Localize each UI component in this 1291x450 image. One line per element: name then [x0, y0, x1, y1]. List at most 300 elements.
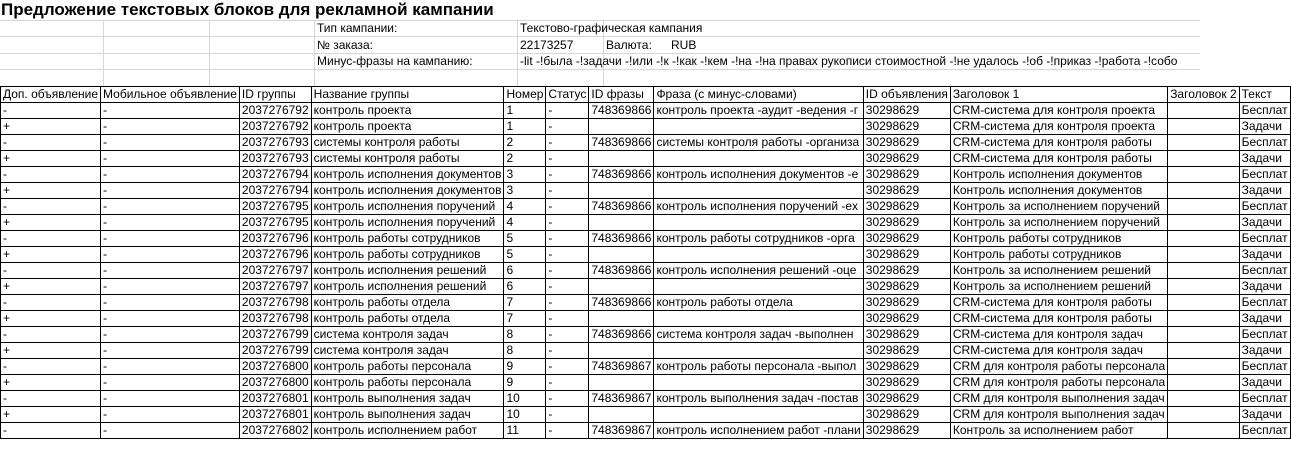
table-cell[interactable] [654, 343, 863, 359]
column-header[interactable]: Доп. объявление [1, 87, 101, 103]
table-cell[interactable] [1168, 231, 1239, 247]
table-cell[interactable]: 30298629 [863, 327, 950, 343]
table-cell[interactable]: 2037276796 [239, 247, 311, 263]
grid-line [0, 36, 1200, 37]
table-cell[interactable]: 10 [504, 391, 546, 407]
table-cell[interactable] [1168, 279, 1239, 295]
table-cell[interactable]: Контроль за исполнением работ [950, 423, 1167, 439]
table-cell[interactable] [1168, 311, 1239, 327]
table-cell[interactable]: контроль работы персонала [311, 359, 504, 375]
table-cell[interactable] [654, 279, 863, 295]
table-cell[interactable]: 30298629 [863, 359, 950, 375]
table-cell[interactable] [589, 151, 654, 167]
column-header[interactable]: Статус [546, 87, 589, 103]
table-cell[interactable]: - [101, 295, 240, 311]
table-row [1, 279, 1291, 295]
table-cell[interactable]: - [1, 263, 101, 279]
table-cell[interactable]: - [101, 359, 240, 375]
table-cell[interactable] [654, 151, 863, 167]
table-row [1, 311, 1291, 327]
table-cell[interactable]: 1 [504, 119, 546, 135]
table-cell[interactable]: Контроль за исполнением решений [950, 279, 1167, 295]
table-cell[interactable]: Задачи [1239, 343, 1290, 359]
table-cell[interactable]: 2037276800 [239, 375, 311, 391]
ads-table [0, 86, 1291, 439]
table-body [1, 87, 1291, 439]
table-cell[interactable]: 30298629 [863, 231, 950, 247]
table-cell[interactable]: Контроль работы сотрудников [950, 247, 1167, 263]
table-cell[interactable]: Бесплат [1239, 135, 1290, 151]
table-cell[interactable]: 30298629 [863, 407, 950, 423]
table-cell[interactable] [1168, 295, 1239, 311]
table-cell[interactable]: - [546, 279, 589, 295]
table-cell[interactable]: 30298629 [863, 295, 950, 311]
table-cell[interactable] [1168, 263, 1239, 279]
table-cell[interactable]: - [1, 103, 101, 119]
table-cell[interactable]: - [101, 103, 240, 119]
table-cell[interactable]: 9 [504, 375, 546, 391]
table-cell[interactable]: 748369866 [589, 135, 654, 151]
table-row [1, 391, 1291, 407]
table-cell[interactable] [589, 119, 654, 135]
table-cell[interactable] [589, 215, 654, 231]
table-cell[interactable]: 2 [504, 151, 546, 167]
table-cell[interactable]: CRM-система для контроля задач [950, 343, 1167, 359]
table-cell[interactable]: - [101, 135, 240, 151]
table-cell[interactable]: - [101, 423, 240, 439]
table-cell[interactable]: 3 [504, 183, 546, 199]
table-cell[interactable]: контроль выполнения задач [311, 407, 504, 423]
table-row [1, 119, 1291, 135]
table-cell[interactable]: - [546, 231, 589, 247]
table-cell[interactable]: - [546, 311, 589, 327]
table-cell[interactable]: - [546, 183, 589, 199]
table-cell[interactable]: 2037276797 [239, 279, 311, 295]
table-cell[interactable]: Бесплат [1239, 103, 1290, 119]
table-cell[interactable]: - [101, 343, 240, 359]
table-cell[interactable]: - [101, 375, 240, 391]
table-cell[interactable]: - [546, 103, 589, 119]
table-cell[interactable]: контроль исполнения поручений -ex [654, 199, 863, 215]
table-cell[interactable] [1168, 375, 1239, 391]
table-cell[interactable]: - [101, 247, 240, 263]
table-cell[interactable] [1168, 327, 1239, 343]
column-header[interactable]: ID объявления [863, 87, 950, 103]
table-cell[interactable]: Задачи [1239, 311, 1290, 327]
table-cell[interactable]: CRM-система для контроля задач [950, 327, 1167, 343]
column-header[interactable]: Заголовок 2 [1168, 87, 1239, 103]
table-cell[interactable]: - [101, 119, 240, 135]
column-header[interactable]: Название группы [311, 87, 504, 103]
table-cell[interactable] [589, 279, 654, 295]
table-cell[interactable]: CRM-система для контроля работы [950, 135, 1167, 151]
table-cell[interactable] [654, 311, 863, 327]
table-cell[interactable] [1168, 135, 1239, 151]
table-cell[interactable]: - [546, 119, 589, 135]
table-cell[interactable]: - [546, 135, 589, 151]
table-cell[interactable]: + [1, 279, 101, 295]
sheet-title: Предложение текстовых блоков для рекламной кампании [1, 0, 494, 19]
table-cell[interactable]: контроль проекта [311, 103, 504, 119]
table-cell[interactable]: системы контроля работы -организа [654, 135, 863, 151]
campaign-type-label: Тип кампании: [317, 21, 398, 35]
table-cell[interactable]: Задачи [1239, 375, 1290, 391]
column-header[interactable]: Мобильное объявление [101, 87, 240, 103]
table-row [1, 151, 1291, 167]
table-cell[interactable]: - [101, 183, 240, 199]
table-cell[interactable]: - [101, 231, 240, 247]
table-row [1, 199, 1291, 215]
column-header[interactable]: Текст [1239, 87, 1290, 103]
table-cell[interactable]: Задачи [1239, 151, 1290, 167]
table-cell[interactable]: 748369866 [589, 199, 654, 215]
table-cell[interactable]: контроль исполнения поручений [311, 199, 504, 215]
table-cell[interactable]: 30298629 [863, 199, 950, 215]
table-cell[interactable]: контроль исполнения документов [311, 183, 504, 199]
table-cell[interactable]: Контроль исполнения документов [950, 167, 1167, 183]
table-cell[interactable]: 2037276800 [239, 359, 311, 375]
table-cell[interactable]: - [1, 167, 101, 183]
table-cell[interactable]: Задачи [1239, 247, 1290, 263]
table-cell[interactable]: - [546, 375, 589, 391]
table-cell[interactable]: CRM-система для контроля работы [950, 311, 1167, 327]
table-cell[interactable]: 748369866 [589, 263, 654, 279]
table-cell[interactable] [1168, 103, 1239, 119]
table-cell[interactable]: системы контроля работы [311, 151, 504, 167]
grid-line [103, 20, 104, 86]
table-cell[interactable]: 2037276796 [239, 231, 311, 247]
table-cell[interactable]: - [101, 167, 240, 183]
table-cell[interactable]: 2037276801 [239, 391, 311, 407]
table-cell[interactable]: - [101, 263, 240, 279]
column-header[interactable]: ID фразы [589, 87, 654, 103]
table-cell[interactable] [1168, 215, 1239, 231]
table-cell[interactable]: 8 [504, 327, 546, 343]
table-cell[interactable]: - [1, 231, 101, 247]
table-cell[interactable]: 30298629 [863, 103, 950, 119]
table-cell[interactable] [589, 407, 654, 423]
table-cell[interactable]: + [1, 343, 101, 359]
table-cell[interactable]: - [546, 295, 589, 311]
table-cell[interactable]: CRM-система для контроля проекта [950, 119, 1167, 135]
table-cell[interactable]: - [546, 263, 589, 279]
table-cell[interactable]: контроль выполнения задач [311, 391, 504, 407]
table-cell[interactable]: 2037276801 [239, 407, 311, 423]
table-row [1, 247, 1291, 263]
column-header[interactable]: ID группы [239, 87, 311, 103]
table-cell[interactable] [1168, 199, 1239, 215]
column-header[interactable]: Заголовок 1 [950, 87, 1167, 103]
table-cell[interactable]: Бесплат [1239, 391, 1290, 407]
table-cell[interactable]: 30298629 [863, 215, 950, 231]
table-cell[interactable]: - [546, 407, 589, 423]
table-cell[interactable]: - [546, 359, 589, 375]
table-cell[interactable]: 8 [504, 343, 546, 359]
table-cell[interactable]: контроль исполнения решений -оце [654, 263, 863, 279]
table-cell[interactable]: - [546, 215, 589, 231]
table-cell[interactable]: 2037276792 [239, 103, 311, 119]
table-cell[interactable]: система контроля задач -выполнен [654, 327, 863, 343]
table-cell[interactable]: - [101, 407, 240, 423]
table-cell[interactable]: контроль работы сотрудников -орга [654, 231, 863, 247]
table-cell[interactable] [589, 343, 654, 359]
table-cell[interactable]: Задачи [1239, 183, 1290, 199]
table-cell[interactable]: 30298629 [863, 391, 950, 407]
table-cell[interactable]: CRM для контроля выполнения задач [950, 407, 1167, 423]
table-cell[interactable]: Контроль за исполнением решений [950, 263, 1167, 279]
table-cell[interactable]: CRM-система для контроля работы [950, 151, 1167, 167]
table-cell[interactable]: контроль исполнением работ -плани [654, 423, 863, 439]
table-cell[interactable]: контроль работы отдела [311, 311, 504, 327]
table-cell[interactable]: контроль исполнения решений [311, 263, 504, 279]
table-cell[interactable]: Бесплат [1239, 263, 1290, 279]
table-cell[interactable]: - [101, 391, 240, 407]
table-cell[interactable]: контроль проекта [311, 119, 504, 135]
table-cell[interactable]: Бесплат [1239, 327, 1290, 343]
table-cell[interactable]: 2037276792 [239, 119, 311, 135]
table-cell[interactable]: контроль исполнением работ [311, 423, 504, 439]
table-row [1, 423, 1291, 439]
table-row [1, 135, 1291, 151]
table-cell[interactable]: Контроль исполнения документов [950, 183, 1167, 199]
table-row [1, 407, 1291, 423]
table-cell[interactable]: системы контроля работы [311, 135, 504, 151]
table-cell[interactable]: контроль исполнения документов [311, 167, 504, 183]
currency-label: Валюта: [606, 38, 652, 52]
table-cell[interactable] [1168, 119, 1239, 135]
grid-line [517, 20, 518, 86]
table-cell[interactable]: 10 [504, 407, 546, 423]
table-cell[interactable]: + [1, 183, 101, 199]
table-cell[interactable]: - [101, 311, 240, 327]
table-cell[interactable]: 30298629 [863, 167, 950, 183]
table-cell[interactable]: 2037276799 [239, 327, 311, 343]
table-cell[interactable]: Бесплат [1239, 167, 1290, 183]
table-cell[interactable]: 30298629 [863, 343, 950, 359]
table-row [1, 343, 1291, 359]
table-cell[interactable]: 6 [504, 279, 546, 295]
table-cell[interactable]: система контроля задач [311, 327, 504, 343]
table-cell[interactable]: контроль исполнения поручений [311, 215, 504, 231]
table-cell[interactable] [1168, 247, 1239, 263]
table-cell[interactable] [589, 247, 654, 263]
table-cell[interactable] [589, 183, 654, 199]
table-cell[interactable]: 30298629 [863, 375, 950, 391]
table-cell[interactable]: 7 [504, 311, 546, 327]
table-cell[interactable]: контроль проекта -аудит -ведения -г [654, 103, 863, 119]
table-cell[interactable]: 748369866 [589, 231, 654, 247]
table-cell[interactable]: 2037276802 [239, 423, 311, 439]
table-cell[interactable]: 2037276795 [239, 215, 311, 231]
table-cell[interactable]: Задачи [1239, 279, 1290, 295]
table-cell[interactable]: - [1, 135, 101, 151]
order-value: 22173257 [520, 38, 574, 52]
table-cell[interactable]: - [1, 391, 101, 407]
table-cell[interactable]: контроль работы сотрудников [311, 231, 504, 247]
currency-value: RUB [671, 38, 697, 52]
column-header[interactable]: Номер [504, 87, 546, 103]
table-cell[interactable] [1168, 167, 1239, 183]
table-cell[interactable]: Бесплат [1239, 295, 1290, 311]
table-cell[interactable] [654, 183, 863, 199]
table-cell[interactable]: - [101, 279, 240, 295]
table-cell[interactable]: 30298629 [863, 263, 950, 279]
table-cell[interactable]: 30298629 [863, 247, 950, 263]
table-row [1, 167, 1291, 183]
table-cell[interactable]: 748369866 [589, 327, 654, 343]
table-cell[interactable]: контроль работы отдела [654, 295, 863, 311]
table-cell[interactable] [654, 215, 863, 231]
table-cell[interactable]: + [1, 215, 101, 231]
table-cell[interactable]: 2037276793 [239, 151, 311, 167]
table-cell[interactable]: контроль выполнения задач -постав [654, 391, 863, 407]
table-cell[interactable]: - [101, 151, 240, 167]
table-cell[interactable]: 3 [504, 167, 546, 183]
table-cell[interactable]: контроль работы персонала -выпол [654, 359, 863, 375]
table-cell[interactable]: + [1, 375, 101, 391]
table-cell[interactable]: контроль работы персонала [311, 375, 504, 391]
table-cell[interactable] [589, 375, 654, 391]
table-cell[interactable]: 30298629 [863, 423, 950, 439]
table-cell[interactable]: + [1, 311, 101, 327]
table-row [1, 327, 1291, 343]
table-cell[interactable]: система контроля задач [311, 343, 504, 359]
table-cell[interactable]: - [101, 215, 240, 231]
table-cell[interactable]: 2037276794 [239, 183, 311, 199]
table-cell[interactable]: 2037276794 [239, 167, 311, 183]
table-cell[interactable]: 748369867 [589, 391, 654, 407]
header-row [1, 87, 1291, 103]
table-cell[interactable]: 2037276798 [239, 295, 311, 311]
table-cell[interactable]: Бесплат [1239, 359, 1290, 375]
table-cell[interactable]: - [546, 423, 589, 439]
grid-line [0, 69, 1200, 70]
table-cell[interactable] [654, 119, 863, 135]
table-row [1, 375, 1291, 391]
table-cell[interactable]: - [546, 343, 589, 359]
table-cell[interactable]: 30298629 [863, 135, 950, 151]
table-cell[interactable]: - [1, 327, 101, 343]
table-row [1, 103, 1291, 119]
table-cell[interactable]: 30298629 [863, 279, 950, 295]
table-cell[interactable]: - [546, 391, 589, 407]
table-cell[interactable]: - [546, 151, 589, 167]
table-cell[interactable]: 2037276793 [239, 135, 311, 151]
table-cell[interactable]: 6 [504, 263, 546, 279]
table-cell[interactable]: 30298629 [863, 119, 950, 135]
table-cell[interactable]: 748369866 [589, 167, 654, 183]
table-cell[interactable]: 4 [504, 199, 546, 215]
table-row [1, 263, 1291, 279]
table-cell[interactable]: Контроль работы сотрудников [950, 231, 1167, 247]
table-cell[interactable]: контроль работы сотрудников [311, 247, 504, 263]
table-cell[interactable]: - [546, 327, 589, 343]
table-cell[interactable]: Бесплат [1239, 231, 1290, 247]
table-cell[interactable]: 4 [504, 215, 546, 231]
table-cell[interactable]: Бесплат [1239, 199, 1290, 215]
table-cell[interactable] [1168, 407, 1239, 423]
campaign-type-value: Текстово-графическая кампания [520, 21, 703, 35]
table-row [1, 231, 1291, 247]
table-cell[interactable]: - [1, 359, 101, 375]
table-row [1, 183, 1291, 199]
table-cell[interactable]: 2037276798 [239, 311, 311, 327]
table-cell[interactable]: - [101, 199, 240, 215]
table-cell[interactable]: контроль исполнения решений [311, 279, 504, 295]
table-cell[interactable]: CRM для контроля работы персонала [950, 359, 1167, 375]
table-cell[interactable]: 2 [504, 135, 546, 151]
table-cell[interactable]: 748369867 [589, 423, 654, 439]
table-cell[interactable]: 11 [504, 423, 546, 439]
table-cell[interactable]: 748369866 [589, 295, 654, 311]
table-cell[interactable]: 748369866 [589, 103, 654, 119]
table-cell[interactable]: контроль работы отдела [311, 295, 504, 311]
table-cell[interactable]: + [1, 119, 101, 135]
table-cell[interactable]: + [1, 151, 101, 167]
table-cell[interactable] [589, 311, 654, 327]
table-cell[interactable]: 748369867 [589, 359, 654, 375]
table-cell[interactable] [1168, 343, 1239, 359]
table-cell[interactable]: + [1, 407, 101, 423]
table-cell[interactable]: Контроль за исполнением поручений [950, 215, 1167, 231]
table-cell[interactable]: CRM-система для контроля работы [950, 295, 1167, 311]
table-cell[interactable]: 30298629 [863, 151, 950, 167]
table-cell[interactable] [1168, 359, 1239, 375]
table-cell[interactable]: - [101, 327, 240, 343]
table-cell[interactable]: 30298629 [863, 311, 950, 327]
grid-line [209, 20, 210, 86]
table-cell[interactable]: - [546, 167, 589, 183]
table-row [1, 215, 1291, 231]
table-cell[interactable]: CRM для контроля выполнения задач [950, 391, 1167, 407]
table-cell[interactable]: Задачи [1239, 215, 1290, 231]
table-cell[interactable]: - [1, 423, 101, 439]
table-cell[interactable]: Задачи [1239, 407, 1290, 423]
table-cell[interactable]: + [1, 247, 101, 263]
table-cell[interactable]: Задачи [1239, 119, 1290, 135]
table-row [1, 295, 1291, 311]
table-cell[interactable]: 5 [504, 231, 546, 247]
table-cell[interactable] [1168, 391, 1239, 407]
table-cell[interactable]: CRM для контроля работы персонала [950, 375, 1167, 391]
table-cell[interactable]: контроль исполнения документов -е [654, 167, 863, 183]
table-cell[interactable] [654, 247, 863, 263]
table-cell[interactable]: 5 [504, 247, 546, 263]
table-cell[interactable]: Бесплат [1239, 423, 1290, 439]
table-cell[interactable] [654, 375, 863, 391]
table-cell[interactable] [654, 407, 863, 423]
table-cell[interactable]: - [546, 247, 589, 263]
grid-line [314, 20, 315, 86]
table-cell[interactable]: 2037276795 [239, 199, 311, 215]
table-cell[interactable] [1168, 183, 1239, 199]
table-cell[interactable]: - [1, 295, 101, 311]
table-cell[interactable] [1168, 151, 1239, 167]
table-cell[interactable]: 2037276799 [239, 343, 311, 359]
column-header[interactable]: Фраза (с минус-словами) [654, 87, 863, 103]
table-cell[interactable]: 2037276797 [239, 263, 311, 279]
table-cell[interactable]: - [1, 199, 101, 215]
table-cell[interactable]: 7 [504, 295, 546, 311]
table-cell[interactable]: CRM-система для контроля проекта [950, 103, 1167, 119]
table-cell[interactable]: - [546, 199, 589, 215]
table-cell[interactable]: 1 [504, 103, 546, 119]
minus-phrases-value: -lit -!была -!задачи -!или -!к -!как -!кем -!на -!на правах рукописи стоимостной -!не удалось -!об -!приказ -!работа -!собо [520, 54, 1178, 68]
table-cell[interactable]: 30298629 [863, 183, 950, 199]
table-cell[interactable]: 9 [504, 359, 546, 375]
table-cell[interactable]: Контроль за исполнением поручений [950, 199, 1167, 215]
table-cell[interactable] [1168, 423, 1239, 439]
